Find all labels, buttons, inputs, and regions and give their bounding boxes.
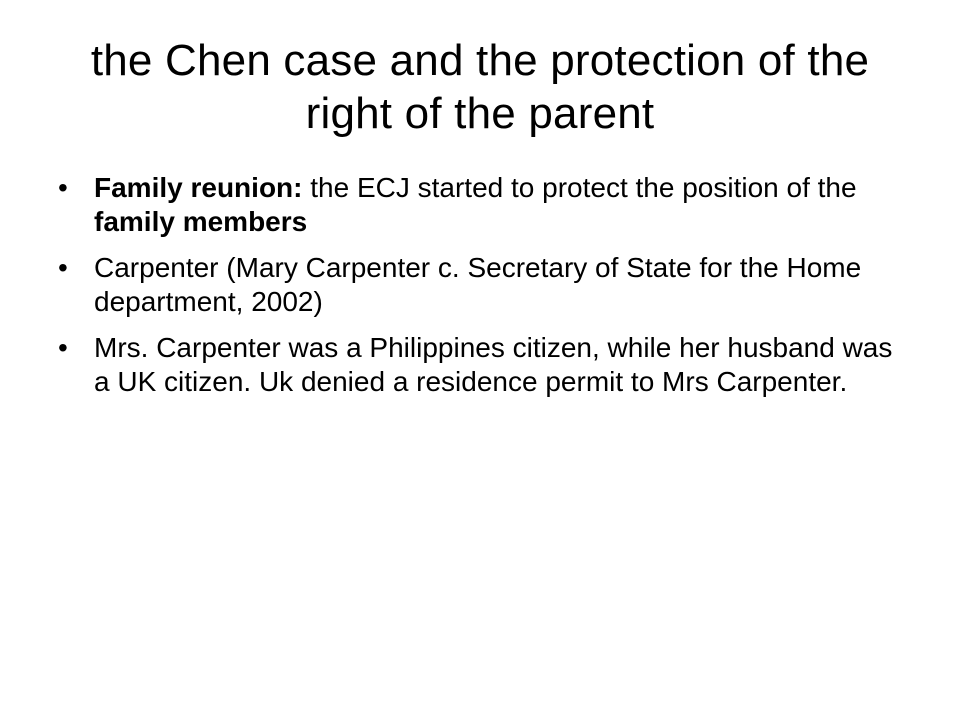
bullet-text-segment: Mrs. Carpenter was a Philippines citizen, while her husband was a UK citizen. Uk denied a residence permit to Mrs Carpenter. [94,332,893,397]
bullet-marker: • [58,252,68,283]
bullet-text-segment: Carpenter (Mary Carpenter c. Secretary of State for the Home department, 2002) [94,252,862,317]
bullet-carpenter-case [58,251,898,319]
bullet-text-segment: family members [94,206,308,237]
bullet-marker: • [58,172,68,203]
bullet-mrs-carpenter [58,331,898,399]
bullet-list [58,171,898,411]
bullet-text-segment: Family reunion: [94,172,303,203]
bullet-text-segment: the ECJ started to protect the position of the [302,172,857,203]
bullet-family-reunion [58,171,898,239]
slide-title: the Chen case and the protection of the right of the parent [90,36,870,138]
bullet-marker: • [58,332,68,363]
